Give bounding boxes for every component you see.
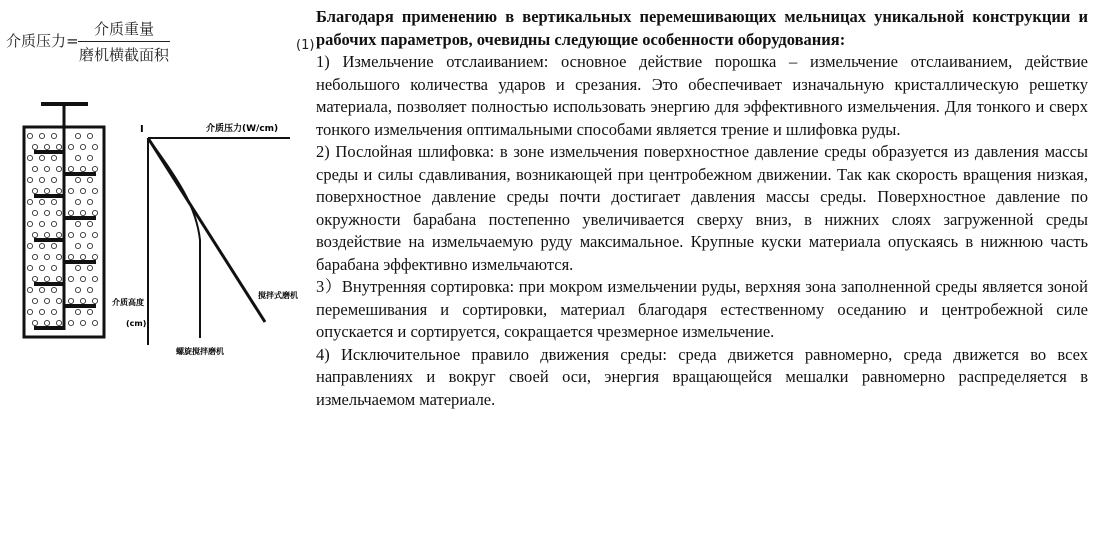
media-ball — [51, 221, 56, 226]
media-ball — [75, 177, 80, 182]
media-ball — [75, 309, 80, 314]
media-ball — [92, 166, 97, 171]
stirred-mill-line — [148, 138, 265, 322]
media-ball — [27, 221, 32, 226]
media-ball — [27, 155, 32, 160]
media-ball — [80, 166, 85, 171]
media-ball — [68, 166, 73, 171]
media-ball — [44, 144, 49, 149]
media-ball — [87, 287, 92, 292]
media-ball — [44, 298, 49, 303]
media-ball — [44, 232, 49, 237]
media-ball — [56, 298, 61, 303]
media-ball — [32, 188, 37, 193]
mill-diagram — [0, 0, 310, 544]
media-ball — [68, 232, 73, 237]
media-ball — [56, 210, 61, 215]
media-ball — [75, 199, 80, 204]
origin-label: I — [140, 124, 144, 135]
media-ball — [44, 320, 49, 325]
media-ball — [32, 166, 37, 171]
equation-number: (1) — [296, 38, 315, 53]
media-ball — [92, 298, 97, 303]
media-ball — [32, 320, 37, 325]
y-axis-label: 介质高度 — [112, 298, 144, 307]
media-ball — [75, 287, 80, 292]
media-ball — [80, 188, 85, 193]
media-ball — [56, 276, 61, 281]
media-ball — [51, 133, 56, 138]
media-ball — [27, 265, 32, 270]
media-ball — [92, 320, 97, 325]
media-ball — [80, 298, 85, 303]
media-ball — [56, 232, 61, 237]
media-ball — [92, 254, 97, 259]
media-ball — [87, 243, 92, 248]
media-ball — [39, 177, 44, 182]
media-ball — [39, 221, 44, 226]
media-ball — [87, 221, 92, 226]
media-ball — [44, 254, 49, 259]
media-ball — [68, 298, 73, 303]
media-ball — [44, 276, 49, 281]
media-ball — [27, 243, 32, 248]
media-ball — [51, 243, 56, 248]
media-ball — [51, 177, 56, 182]
y-axis-unit: (cm) — [126, 319, 147, 328]
mill-schematic — [24, 104, 104, 337]
media-ball — [92, 232, 97, 237]
media-ball — [51, 265, 56, 270]
media-ball — [39, 287, 44, 292]
paragraph-1: 1) Измельчение отслаиванием: основное действие порошка – измельчение отслаиванием, действие небольшого количества ударов и срезания. Это обеспечивает изначальную кристаллическую решетку материала, позволяет полностью использовать энергию для эффективного измельчения. Для тонкого и сверх тонкого измельчения оптимальными способами является трение и шлифовка руды. — [316, 52, 1088, 139]
figure-panel — [0, 0, 315, 544]
media-ball — [51, 199, 56, 204]
media-ball — [75, 133, 80, 138]
media-ball — [92, 210, 97, 215]
media-ball — [68, 276, 73, 281]
media-ball — [75, 155, 80, 160]
media-ball — [39, 265, 44, 270]
media-ball — [80, 254, 85, 259]
media-ball — [32, 298, 37, 303]
media-ball — [32, 254, 37, 259]
formula-lhs: 介质压力= — [6, 32, 79, 50]
media-ball — [27, 287, 32, 292]
media-ball — [92, 276, 97, 281]
section-heading: Благодаря применению в вертикальных перемешивающих мельницах уникальной конструкции и рабочих параметров, очевидны следующие особенности оборудования: — [316, 7, 1088, 49]
media-ball — [51, 287, 56, 292]
media-ball — [39, 309, 44, 314]
text-column — [316, 6, 1088, 411]
media-ball — [32, 210, 37, 215]
paragraph-4: 4) Исключительное правило движения среды: среда движется равномерно, среда движется во всех направлениях и вокруг своей оси, энергия вращающейся мешалки равномерно распределяется в измельчаемом материале. — [316, 344, 1088, 409]
media-ball — [56, 188, 61, 193]
x-axis-label: 介质压力(W/cm) — [206, 124, 279, 134]
media-ball — [80, 144, 85, 149]
media-ball — [27, 199, 32, 204]
media-ball — [56, 166, 61, 171]
media-ball — [56, 254, 61, 259]
media-ball — [92, 144, 97, 149]
media-ball — [87, 177, 92, 182]
media-ball — [87, 265, 92, 270]
paragraph-3: 3）Внутренняя сортировка: при мокром измельчении руды, верхняя зона заполненной среды является зоной перемешивания и сортировки, материал благодаря естественному оседанию и центробежной силе опускается и сортируется, сокращается чрезмерное измельчение. — [316, 277, 1088, 341]
pressure-height-plot — [112, 122, 298, 356]
media-ball — [87, 199, 92, 204]
media-ball — [80, 232, 85, 237]
paragraph-2: 2) Послойная шлифовка: в зоне измельчения поверхностное давление среды образуется из давления массы среды и силы сдавливания, возникающей при центробежном движении. Так как скорость вращения низкая, поверхностное давление среды почти достигает давления массы среды. Поверхностное давление по окружности барабана постепенно увеличивается сверху вниз, в нижних слоях загруженной среды воздействие на измельчаемую руду максимальное. Крупные куски материала опускаясь в нижнюю часть барабана эффективно измельчаются. — [316, 142, 1088, 274]
media-ball — [75, 265, 80, 270]
media-ball — [87, 133, 92, 138]
media-ball — [44, 166, 49, 171]
formula-numerator: 介质重量 — [93, 20, 154, 38]
media-ball — [68, 210, 73, 215]
media-ball — [39, 133, 44, 138]
media-ball — [51, 309, 56, 314]
stirred-mill-label: 搅拌式磨机 — [258, 291, 298, 300]
media-ball — [68, 254, 73, 259]
media-ball — [32, 276, 37, 281]
media-ball — [68, 188, 73, 193]
media-ball — [87, 309, 92, 314]
media-ball — [68, 320, 73, 325]
media-ball — [27, 177, 32, 182]
media-ball — [32, 144, 37, 149]
media-ball — [80, 276, 85, 281]
screw-mill-curve — [148, 138, 200, 338]
media-ball — [44, 210, 49, 215]
screw-mill-label: 螺旋搅拌磨机 — [176, 347, 224, 356]
media-ball — [39, 155, 44, 160]
media-ball — [68, 144, 73, 149]
media-ball — [32, 232, 37, 237]
media-ball — [87, 155, 92, 160]
media-ball — [75, 243, 80, 248]
media-ball — [80, 210, 85, 215]
media-ball — [56, 144, 61, 149]
media-ball — [56, 320, 61, 325]
media-ball — [92, 188, 97, 193]
media-ball — [27, 133, 32, 138]
media-ball — [39, 199, 44, 204]
media-ball — [27, 309, 32, 314]
media-ball — [80, 320, 85, 325]
media-ball — [44, 188, 49, 193]
media-ball — [39, 243, 44, 248]
media-ball — [51, 155, 56, 160]
media-ball — [75, 221, 80, 226]
formula-denominator: 磨机横截面积 — [78, 46, 169, 64]
